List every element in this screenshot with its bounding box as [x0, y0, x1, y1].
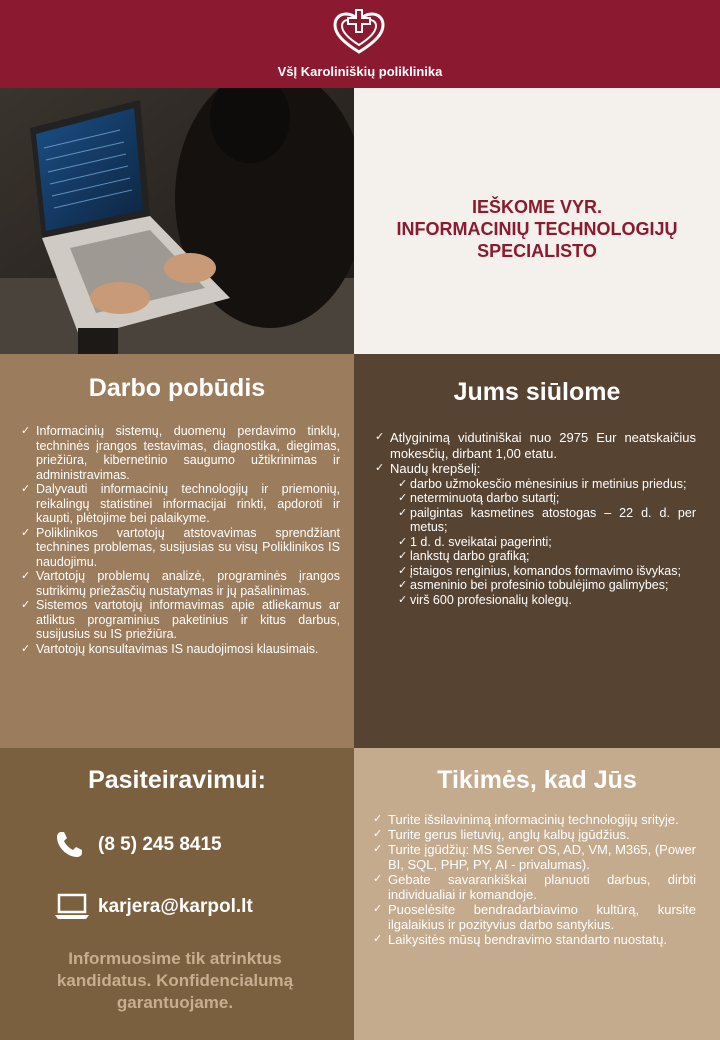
- benefits-item: [374, 461, 696, 607]
- list-item: ✓ įstaigos renginius, komandos formavimo išvykas;: [398, 564, 696, 579]
- org-name: VšĮ Karoliniškių poliklinika: [277, 64, 443, 79]
- offer-title: Jums siūlome: [453, 378, 621, 406]
- job-title: [397, 196, 678, 262]
- list-item: ✓ Dalyvauti informacinių technologijų ir priemonių, reikalingų statistinei informacijai rinkti, apdoroti ir kaupti, plėtojime bei palaikyme.: [20, 482, 340, 526]
- list-item: ✓ Puoselėsite bendradarbiavimo kultūrą, kursite ilgalaikius ir pozityvius darbo santykius.: [372, 902, 696, 932]
- list-item: ✓ Gebate savarankiškai planuoti darbus, dirbti individualiai ir komandoje.: [372, 872, 696, 902]
- list-item: ✓ virš 600 profesionalių kolegų.: [398, 593, 696, 608]
- list-item: ✓ asmeninio bei profesinio tobulėjimo galimybes;: [398, 578, 696, 593]
- note-line: garantuojame.: [116, 993, 234, 1012]
- header-banner: [0, 0, 720, 88]
- note-line: kandidatus. Konfidencialumą: [56, 971, 294, 990]
- job-title-line: INFORMACINIŲ TECHNOLOGIJŲ: [396, 219, 678, 239]
- cross-heart-logo-icon: [331, 8, 387, 56]
- benefits-label: Naudų krepšelį:: [390, 461, 481, 476]
- contact-title: Pasiteiravimui:: [88, 766, 266, 794]
- job-title-line: SPECIALISTO: [477, 241, 597, 261]
- list-item: ✓ Vartotojų problemų analizė, programinės įrangos sutrikimų priežasčių nustatymas ir jų pašalinimas.: [20, 569, 340, 598]
- email-address[interactable]: karjera@karpol.lt: [98, 896, 253, 917]
- list-item: ✓ darbo užmokesčio mėnesinius ir metinius priedus;: [398, 477, 696, 492]
- expectations-title: Tikimės, kad Jūs: [437, 766, 637, 794]
- list-item: ✓ Vartotojų konsultavimas IS naudojimosi klausimais.: [20, 642, 340, 657]
- laptop-icon: [54, 893, 98, 921]
- phone-number[interactable]: (8 5) 245 8415: [98, 834, 222, 855]
- list-item: ✓ Sistemos vartotojų informavimas apie atliekamus ar atliktus programinius paketinius ir kitus darbus, susijusius su IS priežiūra.: [20, 598, 340, 642]
- list-item: ✓ Informacinių sistemų, duomenų perdavimo tinklų, techninės įrangos testavimas, diagnostika, diegimas, priežiūra, kibernetinio saugumo užtikrinimas ir administravimas.: [20, 424, 340, 482]
- expectations-panel: [354, 748, 720, 1040]
- person-laptop-photo: [0, 88, 354, 354]
- benefits-list: [390, 477, 696, 608]
- list-item: ✓ 1 d. d. sveikatai pagerinti;: [398, 535, 696, 550]
- list-item: ✓ Poliklinikos vartotojų atstovavimas sprendžiant technines problemas, susijusias su visų Poliklinikos IS naudojimu.: [20, 526, 340, 570]
- list-item: ✓ Turite išsilavinimą informacinių technologijų srityje.: [372, 812, 696, 827]
- work-nature-title: Darbo pobūdis: [88, 374, 266, 402]
- offer-list: [374, 430, 696, 607]
- offer-panel: [354, 354, 720, 748]
- note-line: Informuosime tik atrinktus: [68, 949, 282, 968]
- work-duties-list: [20, 424, 340, 656]
- phone-icon: [54, 830, 98, 860]
- job-title-line: IEŠKOME VYR.: [471, 197, 603, 217]
- expectations-list: [372, 812, 696, 947]
- work-nature-panel: [0, 354, 354, 748]
- job-title-box: [354, 88, 720, 354]
- phone-row[interactable]: [54, 830, 222, 860]
- list-item: ✓ neterminuotą darbo sutartį;: [398, 491, 696, 506]
- list-item: ✓ Turite įgūdžių: MS Server OS, AD, VM, M365, (Power BI, SQL, PHP, PY, AI - privalumas).: [372, 842, 696, 872]
- confidentiality-note: [30, 948, 320, 1014]
- email-row[interactable]: [54, 893, 253, 921]
- list-item: ✓ Turite gerus lietuvių, anglų kalbų įgūdžius.: [372, 827, 696, 842]
- list-item: ✓ Laikysitės mūsų bendravimo standarto nuostatų.: [372, 932, 696, 947]
- list-item: ✓ lankstų darbo grafiką;: [398, 549, 696, 564]
- list-item: ✓ pailgintas kasmetines atostogas – 22 d. d. per metus;: [398, 506, 696, 535]
- salary-item: ✓ Atlyginimą vidutiniškai nuo 2975 Eur neatskaičius mokesčių, dirbant 1,00 etatu.: [374, 430, 696, 461]
